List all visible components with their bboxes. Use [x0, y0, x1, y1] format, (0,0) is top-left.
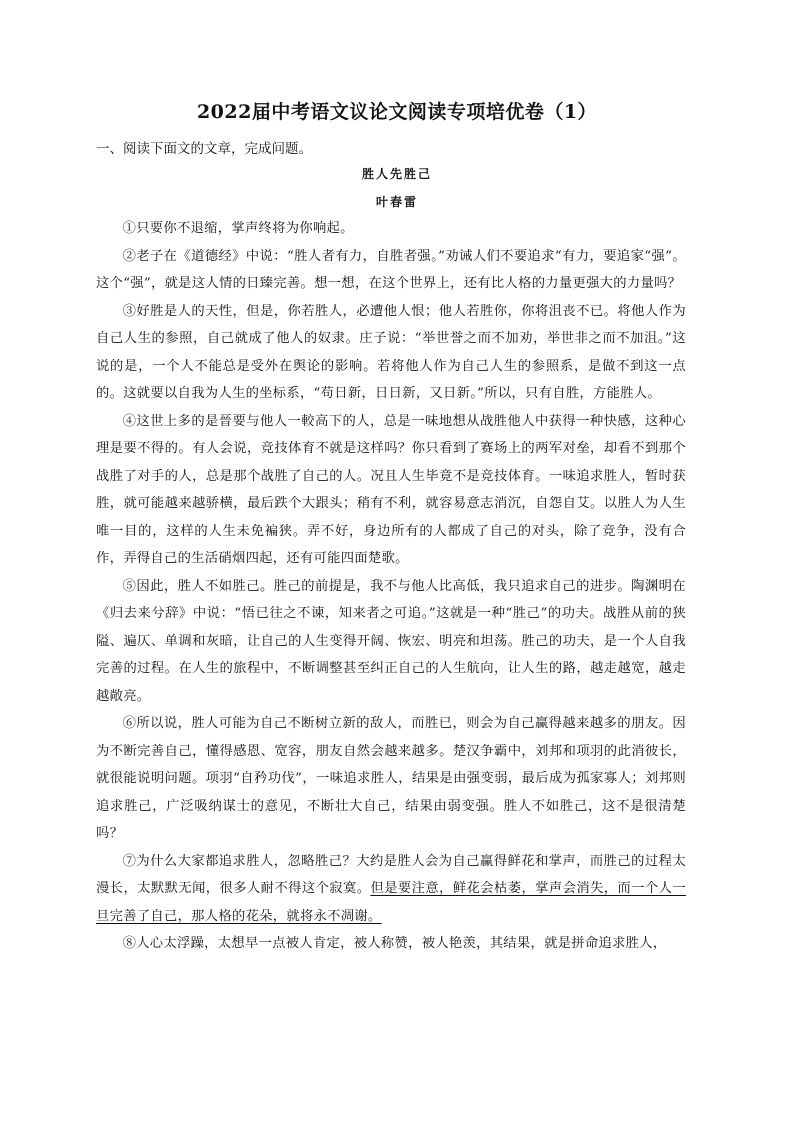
paragraph-3 [96, 298, 686, 408]
section-heading: 一、阅读下面文的文章，完成问题。 [96, 141, 312, 157]
paragraph-8 [96, 930, 686, 958]
paragraph-5 [96, 573, 686, 711]
paragraph-text: ④这世上多的是晉要与他人一較高下的人，总是一味地想从战胜他人中获得一种快感，这种心理是要不得的。有人会说，竞技体育不就是这样吗？你只看到了赛场上的两军对垒，却看不到那个战胜了对手的人，总是那个战胜了自己的人。况且人生毕竟不是竞技体育。一味追求胜人，暂时获胜，就可能越来越骄横，最后跌个大跟头；稍有不利，就容易意志消沉，自怨自艾。以胜人为人生唯一目的，这样的人生未免褊狭。弄不好，身边所有的人都成了自己的对头，除了竞争，没有合作，弄得自己的生活硝烟四起，还有可能四面楚歌。 [96, 413, 686, 566]
paragraph-text: ③好胜是人的天性，但是，你若胜人，必遭他人恨；他人若胜你，你将沮丧不已。将他人作为自己人生的参照，自己就成了他人的奴隶。庄子说：“举世誉之而不加劝，举世非之而不加沮。”这说的是，一个人不能总是受外在舆论的影响。若将他人作为自己人生的参照系，是做不到这一点的。这就要以自我为人生的坐标系，“苟日新，日日新，又日新。”所以，只有自胜，方能胜人。 [96, 303, 686, 401]
paragraph-text: ⑦为什么大家都追求胜人，忽略胜己？大约是胜人会为自己赢得鲜花和掌声，而胜己的过程太漫长，太默默无闻，很多人耐不得这个寂寞。 [96, 853, 686, 896]
paragraph-6 [96, 710, 686, 848]
paragraph-7 [96, 848, 686, 931]
paragraph-text: ⑧人心太浮躁，太想早一点被人肯定，被人称赞，被人艳羡，其结果，就是拼命追求胜人， [122, 936, 667, 951]
article-body [96, 215, 686, 958]
document-title: 2022届中考语文议论文阅读专项培优卷（1） [196, 101, 598, 123]
article-title: 胜人先胜己 [361, 167, 432, 181]
paragraph-text: ②老子在《道德经》中说：“胜人者有力，自胜者强。”劝诫人们不要追求“有力，要追家“强”。这个“强”，就是这人情的日臻完善。想一想，在这个世界上，还有比人格的力量更强大的力量吗？ [96, 248, 686, 291]
article-author: 叶春雷 [375, 195, 418, 209]
paragraph-text: ①只要你不退缩，掌声终将为你响起。 [122, 221, 354, 236]
paragraph-text: ⑥所以说，胜人可能为自己不断树立新的敌人，而胜已，则会为自己赢得越来越多的朋友。因为不断完善自己，懂得感恩、宽容，朋友自然会越来越多。楚汉争霸中，刘邦和项羽的此消彼长，就很能说明问题。项羽“自矜功伐”，一味追求胜人，结果是由强变弱，最后成为孤家寡人；刘邦则追求胜己，广泛吸纳谋士的意见，不断壮大自己，结果由弱变强。胜人不如胜己，这不是很清楚吗？ [96, 716, 686, 841]
paragraph-1 [96, 215, 686, 243]
underlined-sentence: 但是要注意，鲜花会枯萎，掌声会消失，而一个人一旦完善了自己，那人格的花朵，就将永不凋谢。 [96, 881, 687, 924]
paragraph-2 [96, 243, 686, 298]
paragraph-4 [96, 408, 686, 573]
paragraph-text: ⑤因此，胜人不如胜己。胜己的前提是，我不与他人比高低，我只追求自己的进步。陶渊明在《归去来兮辞》中说：“悟已往之不谏，知来者之可追。”这就是一种“胜己”的功夫。战胜从前的狭隘、遍仄、单调和灰暗，让自己的人生变得开阔、恢宏、明亮和坦荡。胜己的功夫，是一个人自我完善的过程。在人生的旅程中，不断调整甚至纠正自己的人生航向，让人生的路，越走越宽，越走越敞亮。 [96, 578, 686, 704]
